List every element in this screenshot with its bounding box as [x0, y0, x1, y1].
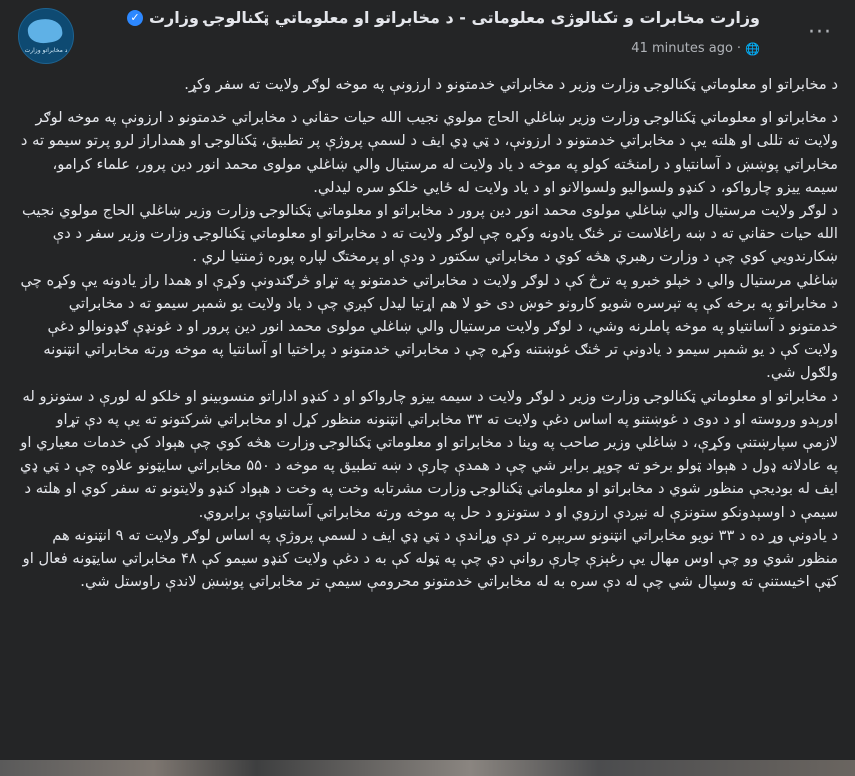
- paragraph-2: د مخابراتو او معلوماتي ټکنالوجۍ وزارت وزیر ښاغلي الحاج مولوي نجیب الله حیات حقاني د مخابراتي خدمتونو د ارزونې په موخه لوګر ولایت ته تللی او هلته یې د مخابراتي خدمتونو د ارزونې، د ټي ډي ایف د لسمې پروژې پر تطبیق، ټکنالوجۍ او همداراز لرو پرتو سیمو ته د مخابراتي پوښښ د آسانتیاو د رامنځته کولو په موخه د یاد ولایت له مرستیال والي ښاغلي مولوی محمد انور دین پرور، علماء کرامو، سیمه ییزو چارواکو، د کنډو ولسوالیو ولسوالانو او د یاد ولایت له ځایي خلکو سره لیدلي.: [20, 109, 838, 196]
- author-name[interactable]: وزارت مخابرات و تکنالوژی معلوماتی - د مخابراتو او معلوماتي ټکنالوجۍ وزارت: [148, 8, 760, 27]
- meta-separator: ·: [736, 41, 742, 56]
- paragraph-6: د یادونې وړ ده د ۳۳ نویو مخابراتي انټنونو سربېره تر دې وړاندې د ټي ډي ایف د لسمې پروژې په اساس لوګر ولایت ته ۹ انټنونه هم منظور شوي وو چې اوس مهال یې رغېزې چارې روانې دي چې په ټوله کې به د دغې ولایت کنډو سیمو کې ۴۸ مخابراتي سایټونه فعال او کټې اخیستنې ته وسپال شي چې له دې سره به له مخابراتي خدمتونو محرومې سیمې تر مخابراتي پوښښ لاندې راوستل شي.: [22, 526, 838, 591]
- more-options-button[interactable]: ···: [808, 19, 832, 45]
- avatar-caption: د مخابراتو وزارت: [24, 47, 68, 54]
- afghanistan-map-icon: [26, 17, 63, 45]
- post-meta: [631, 41, 760, 56]
- paragraph-5: د مخابراتو او معلوماتي ټکنالوجۍ وزارت وزیر د لوګر ولایت د سیمه ییزو چارواکو او د کنډو اداراتو منسوبینو او خلکو له لورې د ستونزو له اورېدو وروسته او د دوی د غوښتنو په اساس دغې ولایت ته ۳۳ مخابراتي انټنونه منظور کړل او مخابراتي شرکتونو ته یې په دې تړاو لازمې سپارښتنې وکړې، د ښاغلي وزیر صاحب په وینا د مخابراتو او معلوماتي ټکنالوجۍ وزارت هڅه کوي چې هېواد کې خدمات معیاري او په عادلانه ډول د هېواد ټولو برخو ته چوپړ برابر شي چې د همدې چارې د ښه تطبیق په موخه د ۵۵۰ مخابراتي سایټونو علاوه چې د ټي ډي ایف له بودیجې منظور شوي د مخابراتو او معلوماتي ټکنالوجۍ وزارت مشرتابه وخت په وخت د هېواد کنډو ولایتونو ته سفر کوي او هلته د سیمې د اوسېدونکو ستونزې له نیږدې ارزوي او د ستونزو د حل په موخه ورته مخابراتي آسانتیاوې برابروي.: [19, 387, 838, 521]
- post-header: [0, 0, 855, 66]
- post-text: [20, 73, 838, 593]
- author-block: [60, 8, 760, 56]
- paragraph-4: ښاغلي مرستیال والي د خپلو خبرو په ترڅ کې د لوګر ولایت د مخابراتي خدمتونو په تړاو څرګندونې وکړې او همدا راز یادونه یې وکړه چې د مخابراتو په برخه کې په تېرسره شویو کارونو خوښ دی خو لا هم اړتیا لیدل کېږي چې د یاد ولایت یو شمېر سیمو ته د مخابراتي خدمتونو د آسانتیاو په موخه پاملرنه وشي، د لوګر ولایت مرستیال والي ښاغلي مولوی محمد انور دین پرور او د غونډې ګډونوالو دغې ولایت کې د یو شمېر سیمو د یادونې تر څنګ غوښتنه وکړه چې د مخابراتي خدمتونو د پراختیا او آسانتیا په موخه ورته مخابراتي انټنونه ولګول شي.: [20, 271, 838, 382]
- globe-icon[interactable]: 🌐: [745, 41, 760, 56]
- verified-badge-icon: ✓: [127, 10, 143, 26]
- post-photo-preview[interactable]: [0, 760, 855, 776]
- paragraph-3: د لوګر ولایت مرستیال والي ښاغلي مولوی محمد انور دین پرور د مخابراتو او معلوماتي ټکنالوجۍ وزارت وزیر ښاغلي الحاج مولوي نجیب الله حیات حقاني ته د ښه راغلاست تر څنګ یادونه وکړه چې لوګر ولایت ته د مخابراتو او معلوماتي ټکنالوجۍ وزارت وزیر سفر د دې ښکارندويي کوي چې د وزارت رهبري هڅه کوي د مخابراتي سکتور د ودې او پرمختګ لپاره پوره ژمنتیا لري .: [21, 202, 838, 266]
- paragraph-1: د مخابراتو او معلوماتي ټکنالوجۍ وزارت وزیر د مخابراتي خدمتونو د ارزونې په موخه لوګر ولایت ته سفر وکړ.: [184, 76, 838, 93]
- post-timestamp[interactable]: 41 minutes ago: [631, 41, 733, 56]
